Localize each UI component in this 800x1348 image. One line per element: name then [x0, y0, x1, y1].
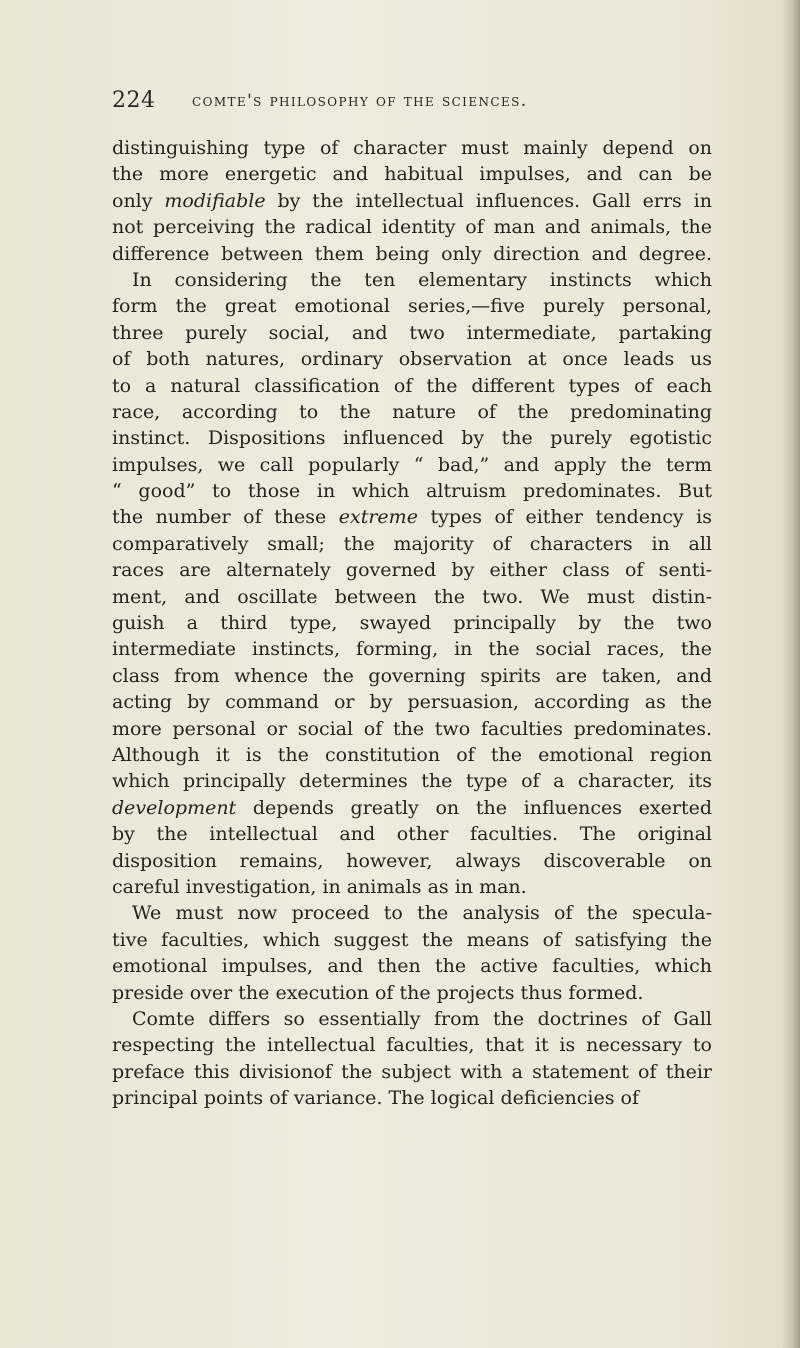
text-line: class from whence the governing spirits are taken, and	[112, 664, 712, 687]
text-line: of both natures, ordinary observation at once leads us	[112, 348, 712, 371]
text-line: the number of these extreme types of either tendency is	[112, 506, 712, 529]
body-text	[112, 135, 712, 1111]
text-line: Comte differs so essentially from the doctrines of Gall	[132, 1007, 712, 1030]
text-line: three purely social, and two intermediate, partaking	[112, 321, 712, 344]
text-line: instinct. Dispositions influenced by the purely egotistic	[112, 427, 712, 450]
text-line: more personal or social of the two faculties predominates.	[112, 717, 712, 740]
page-number: 224	[112, 88, 156, 113]
text-line: We must now proceed to the analysis of the specula-	[132, 902, 712, 925]
text-line: only modifiable by the intellectual influences. Gall errs in	[112, 189, 712, 212]
text-line: races are alternately governed by either class of senti-	[112, 559, 712, 582]
text-line: comparatively small; the majority of characters in all	[112, 532, 712, 555]
text-line: disposition remains, however, always discoverable on	[112, 849, 712, 872]
text-line: “ good” to those in which altruism predominates. But	[112, 480, 712, 503]
text-line: principal points of variance. The logical deficiencies of	[112, 1087, 640, 1110]
page-edge-shadow	[782, 0, 800, 1348]
text-line: emotional impulses, and then the active faculties, which	[112, 955, 712, 978]
text-line: guish a third type, swayed principally by the two	[112, 612, 712, 635]
text-line: acting by command or by persuasion, according as the	[112, 691, 712, 714]
text-line: impulses, we call popularly “ bad,” and apply the term	[112, 453, 712, 476]
text-line: respecting the intellectual faculties, that it is necessary to	[112, 1034, 712, 1057]
text-line: the more energetic and habitual impulses, and can be	[112, 163, 712, 186]
text-line: race, according to the nature of the predominating	[112, 400, 712, 423]
text-line: Although it is the constitution of the emotional region	[112, 743, 712, 766]
text-line: which principally determines the type of a character, its	[112, 770, 712, 793]
text-line: difference between them being only direction and degree.	[112, 242, 712, 265]
text-line: In considering the ten elementary instincts which	[132, 268, 712, 291]
text-line: not perceiving the radical identity of man and animals, the	[112, 216, 712, 239]
text-line: ment, and oscillate between the two. We must distin-	[112, 585, 712, 608]
text-line: by the intellectual and other faculties. The original	[112, 823, 712, 846]
text-line: distinguishing type of character must mainly depend on	[112, 137, 712, 159]
page-header	[112, 88, 712, 116]
text-line: to a natural classification of the different types of each	[112, 374, 712, 397]
text-line: form the great emotional series,—five purely personal,	[112, 295, 712, 318]
text-line: careful investigation, in animals as in man.	[112, 875, 527, 898]
text-line: tive faculties, which suggest the means of satisfying the	[112, 928, 712, 951]
text-line: preface this divisionof the subject with a statement of their	[112, 1060, 712, 1083]
text-line: preside over the execution of the projects thus formed.	[112, 981, 644, 1004]
running-title: comte's philosophy of the sciences.	[192, 91, 528, 111]
text-line: intermediate instincts, forming, in the social races, the	[112, 638, 712, 661]
text-line: development depends greatly on the influences exerted	[112, 796, 712, 819]
